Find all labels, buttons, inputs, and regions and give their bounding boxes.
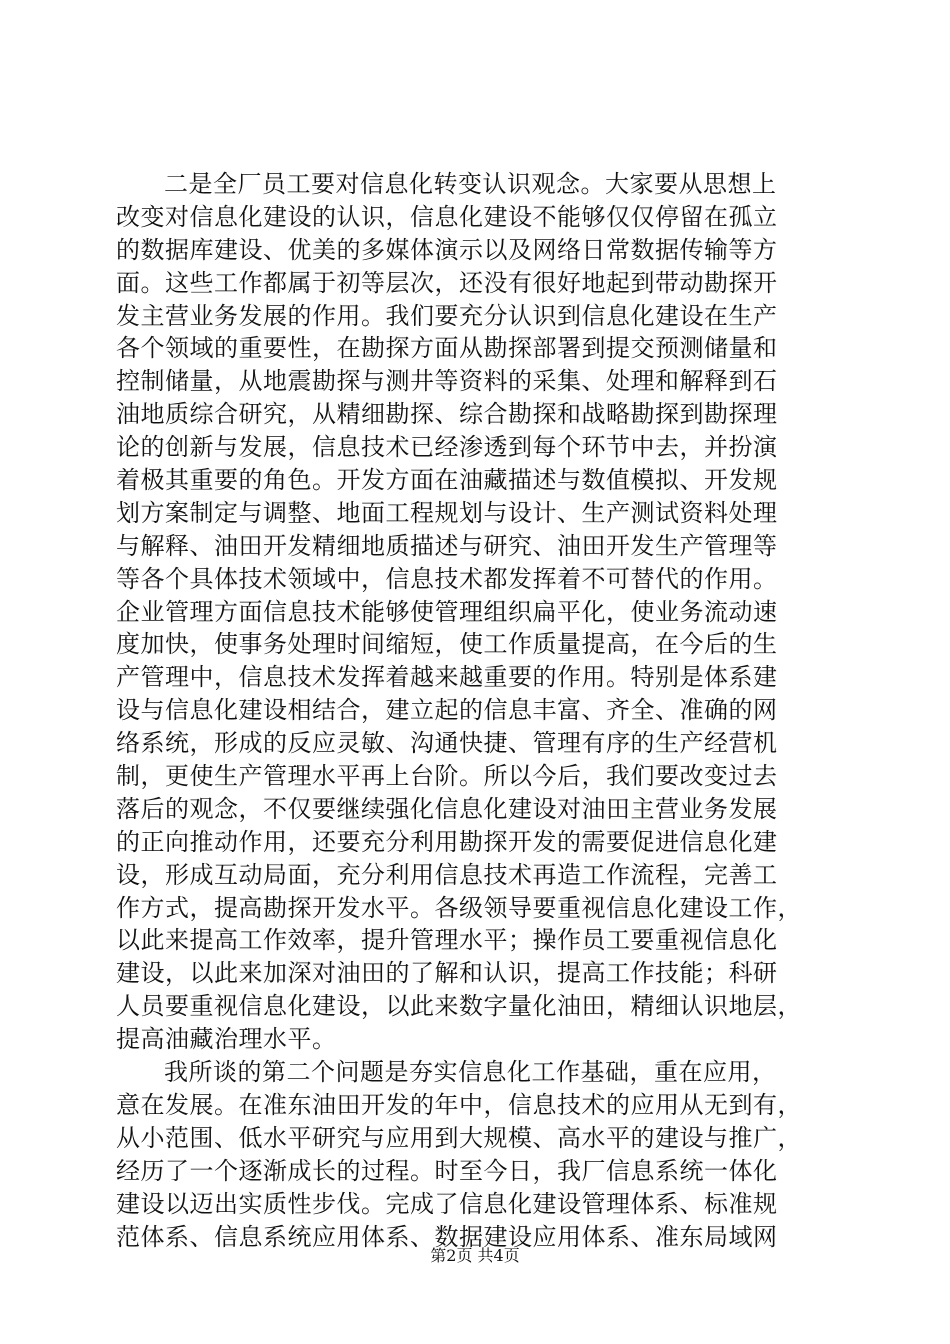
text-line: 的正向推动作用，还要充分利用勘探开发的需要促进信息化建 [116,827,778,856]
text-line: 油地质综合研究，从精细勘探、综合勘探和战略勘探到勘探理 [116,400,778,429]
text-line: 着极其重要的角色。开发方面在油藏描述与数值模拟、开发规 [116,466,778,495]
text-line: 面。这些工作都属于初等层次，还没有很好地起到带动勘探开 [116,268,778,297]
text-line: 二是全厂员工要对信息化转变认识观念。大家要从思想上 [164,170,777,198]
text-line: 络系统，形成的反应灵敏、沟通快捷、管理有序的生产经营机 [116,729,778,758]
text-line: 人员要重视信息化建设，以此来数字量化油田，精细认识地层， [116,992,802,1021]
text-line: 各个领域的重要性，在勘探方面从勘探部署到提交预测储量和 [116,334,778,363]
text-line: 的数据库建设、优美的多媒体演示以及网络日常数据传输等方 [116,235,778,264]
text-line: 控制储量，从地震勘探与测井等资料的采集、处理和解释到石 [116,367,778,396]
text-line: 等各个具体技术领域中，信息技术都发挥着不可替代的作用。 [116,564,778,593]
text-line: 从小范围、低水平研究与应用到大规模、高水平的建设与推广， [116,1123,802,1152]
text-line: 意在发展。在准东油田开发的年中，信息技术的应用从无到有， [116,1090,802,1119]
text-line: 作方式，提高勘探开发水平。各级领导要重视信息化建设工作， [116,893,802,922]
text-line: 设，形成互动局面，充分利用信息技术再造工作流程，完善工 [116,860,778,889]
text-line: 以此来提高工作效率，提升管理水平；操作员工要重视信息化 [116,926,778,955]
text-line: 提高油藏治理水平。 [116,1025,337,1054]
text-line: 建设以迈出实质性步伐。完成了信息化建设管理体系、标准规 [116,1189,778,1218]
text-line: 划方案制定与调整、地面工程规划与设计、生产测试资料处理 [116,498,778,527]
text-line: 范体系、信息系统应用体系、数据建设应用体系、准东局域网 [116,1222,778,1251]
text-line: 制，更使生产管理水平再上台阶。所以今后，我们要改变过去 [116,762,778,791]
text-line: 设与信息化建设相结合，建立起的信息丰富、齐全、准确的网 [116,696,778,725]
text-line: 我所谈的第二个问题是夯实信息化工作基础，重在应用， [164,1058,777,1087]
text-line: 企业管理方面信息技术能够使管理组织扁平化，使业务流动速 [116,597,778,626]
text-line: 改变对信息化建设的认识，信息化建设不能够仅仅停留在孤立 [116,202,778,231]
text-line: 落后的观念，不仅要继续强化信息化建设对油田主营业务发展 [116,794,778,823]
text-line: 产管理中，信息技术发挥着越来越重要的作用。特别是体系建 [116,663,778,692]
page-footer: 第2页 共4页 [430,1246,520,1265]
text-line: 度加快，使事务处理时间缩短，使工作质量提高，在今后的生 [116,630,778,659]
text-line: 经历了一个逐渐成长的过程。时至今日，我厂信息系统一体化 [116,1156,778,1185]
text-line: 论的创新与发展，信息技术已经渗透到每个环节中去，并扮演 [116,433,778,462]
body-text [116,168,836,1253]
text-line: 建设，以此来加深对油田的了解和认识，提高工作技能；科研 [116,959,778,988]
text-line: 发主营业务发展的作用。我们要充分认识到信息化建设在生产 [116,301,778,330]
text-line: 与解释、油田开发精细地质描述与研究、油田开发生产管理等 [116,531,778,560]
